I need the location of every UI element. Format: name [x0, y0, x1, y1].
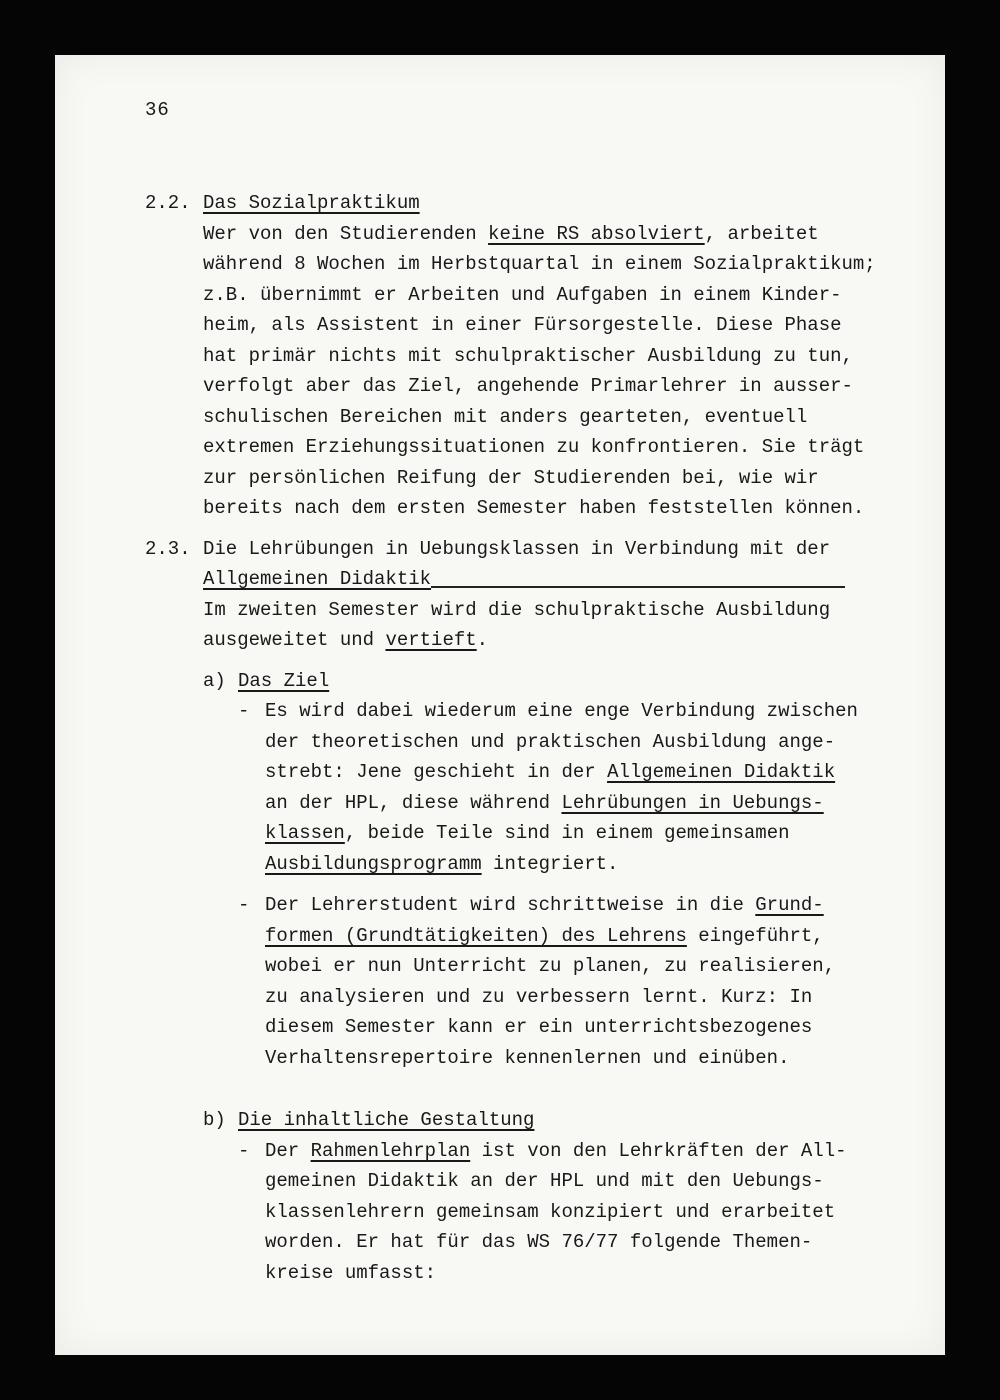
text-segment: , beide Teile sind in einem gemeinsamen [344, 822, 790, 844]
text-segment: Lehrübungen in Uebungs- [561, 791, 824, 814]
text-segment: zu analysieren und zu verbessern lernt. Kurz: In [265, 985, 813, 1008]
text-line [145, 696, 907, 727]
text-segment: schulischen Bereichen mit anders gearteten, eventuell [203, 405, 808, 428]
text-segment: hat primär nichts mit schulpraktischer Ausbildung zu tun, [203, 344, 853, 367]
text-line [145, 890, 907, 921]
text-segment: keine RS absolviert [488, 222, 705, 245]
text-segment: klassen [265, 822, 345, 844]
text-segment: Allgemeinen Didaktik [607, 761, 836, 783]
text-line [145, 280, 907, 311]
text-line [145, 402, 907, 433]
text-segment: Wer von den Studierenden [203, 222, 489, 245]
text-line [145, 818, 907, 849]
text-segment: Im zweiten Semester wird die schulpraktische Ausbildung [203, 598, 831, 621]
text-line [145, 849, 907, 880]
line-label: - [238, 1139, 261, 1162]
text-segment: ist von den Lehrkräften der All- [470, 1139, 847, 1162]
text-line [145, 1012, 907, 1043]
text-line [145, 788, 907, 819]
document-page [55, 55, 945, 1355]
text-line [145, 951, 907, 982]
text-line [145, 371, 907, 402]
text-segment: an der HPL, diese während [265, 791, 562, 814]
text-segment: gemeinen Didaktik an der HPL und mit den Uebungs- [265, 1170, 824, 1192]
text-segment: z.B. übernimmt er Arbeiten und Aufgaben in einem Kinder- [203, 283, 842, 306]
text-segment: formen (Grundtätigkeiten) des Lehrens [265, 924, 687, 947]
text-segment: klassenlehrern gemeinsam konzipiert und erarbeitet [265, 1200, 836, 1223]
text-line [145, 595, 907, 626]
text-segment: integriert. [481, 852, 619, 875]
text-segment: Die inhaltliche Gestaltung [238, 1109, 535, 1131]
text-segment: Es wird dabei wiederum eine enge Verbindung zwischen [265, 700, 858, 722]
text-line [145, 564, 907, 595]
text-line [145, 493, 907, 524]
text-segment: strebt: Jene geschieht in der [265, 761, 608, 783]
text-line [145, 463, 907, 494]
text-segment: Ausbildungsprogramm [265, 852, 482, 875]
line-label: a) [203, 669, 238, 692]
text-segment: heim, als Assistent in einer Fürsorgestelle. Diese Phase [203, 314, 842, 336]
text-segment: Allgemeinen Didaktik [203, 568, 432, 590]
text-segment: verfolgt aber das Ziel, angehende Primarlehrer in ausser- [203, 375, 853, 397]
text-line [145, 982, 907, 1013]
text-segment: extremen Erziehungssituationen zu konfrontieren. Sie trägt [203, 436, 865, 458]
text-segment: Die Lehrübungen in Uebungsklassen in Verbindung mit der [203, 537, 831, 560]
text-line [145, 625, 907, 656]
line-label: 2.3. [145, 537, 191, 560]
text-segment: Das Ziel [238, 669, 330, 692]
text-line [145, 921, 907, 952]
text-segment: worden. Er hat für das WS 76/77 folgende Themen- [265, 1231, 813, 1253]
text-line [145, 1197, 907, 1228]
text-line [145, 534, 907, 565]
text-segment: Grund- [755, 894, 824, 916]
text-line [145, 1136, 907, 1167]
page-content [55, 55, 945, 1288]
document-lines [145, 188, 907, 1288]
text-line [145, 1258, 907, 1289]
underline-rule [431, 586, 845, 588]
line-label: b) [203, 1109, 238, 1131]
text-segment: eingeführt, [686, 924, 824, 947]
page-number: 36 [145, 99, 170, 121]
text-line [145, 1105, 907, 1136]
text-line [145, 757, 907, 788]
text-segment: Der [265, 1139, 311, 1162]
text-segment: Verhaltensrepertoire kennenlernen und einüben. [265, 1046, 790, 1069]
text-line [145, 1166, 907, 1197]
text-line [145, 727, 907, 758]
text-segment: der theoretischen und praktischen Ausbildung ange- [265, 730, 836, 753]
text-segment: diesem Semester kann er ein unterrichtsbezogenes [265, 1016, 813, 1038]
text-segment: Der Lehrerstudent wird schrittweise in die [265, 894, 756, 916]
text-line [145, 219, 907, 250]
text-segment: kreise umfasst: [265, 1261, 437, 1284]
text-segment: während 8 Wochen im Herbstquartal in einem Sozialpraktikum; [203, 253, 876, 275]
text-line [145, 341, 907, 372]
text-segment: Rahmenlehrplan [310, 1139, 471, 1162]
line-label: - [238, 700, 261, 722]
text-line [145, 188, 907, 219]
text-line [145, 310, 907, 341]
text-line [145, 432, 907, 463]
text-segment: vertieft [385, 629, 477, 651]
line-label: - [238, 894, 261, 916]
text-segment: ausgeweitet und [203, 629, 386, 651]
text-segment: wobei er nun Unterricht zu planen, zu realisieren, [265, 955, 836, 977]
text-segment: , arbeitet [704, 222, 819, 245]
text-segment: . [476, 629, 489, 651]
text-line [145, 1227, 907, 1258]
text-line [145, 666, 907, 697]
text-line [145, 249, 907, 280]
text-line [145, 1043, 907, 1074]
line-label: 2.2. [145, 192, 191, 214]
text-segment: bereits nach dem ersten Semester haben feststellen können. [203, 497, 865, 519]
text-segment: Das Sozialpraktikum [203, 192, 420, 214]
text-segment: zur persönlichen Reifung der Studierenden bei, wie wir [203, 466, 819, 489]
